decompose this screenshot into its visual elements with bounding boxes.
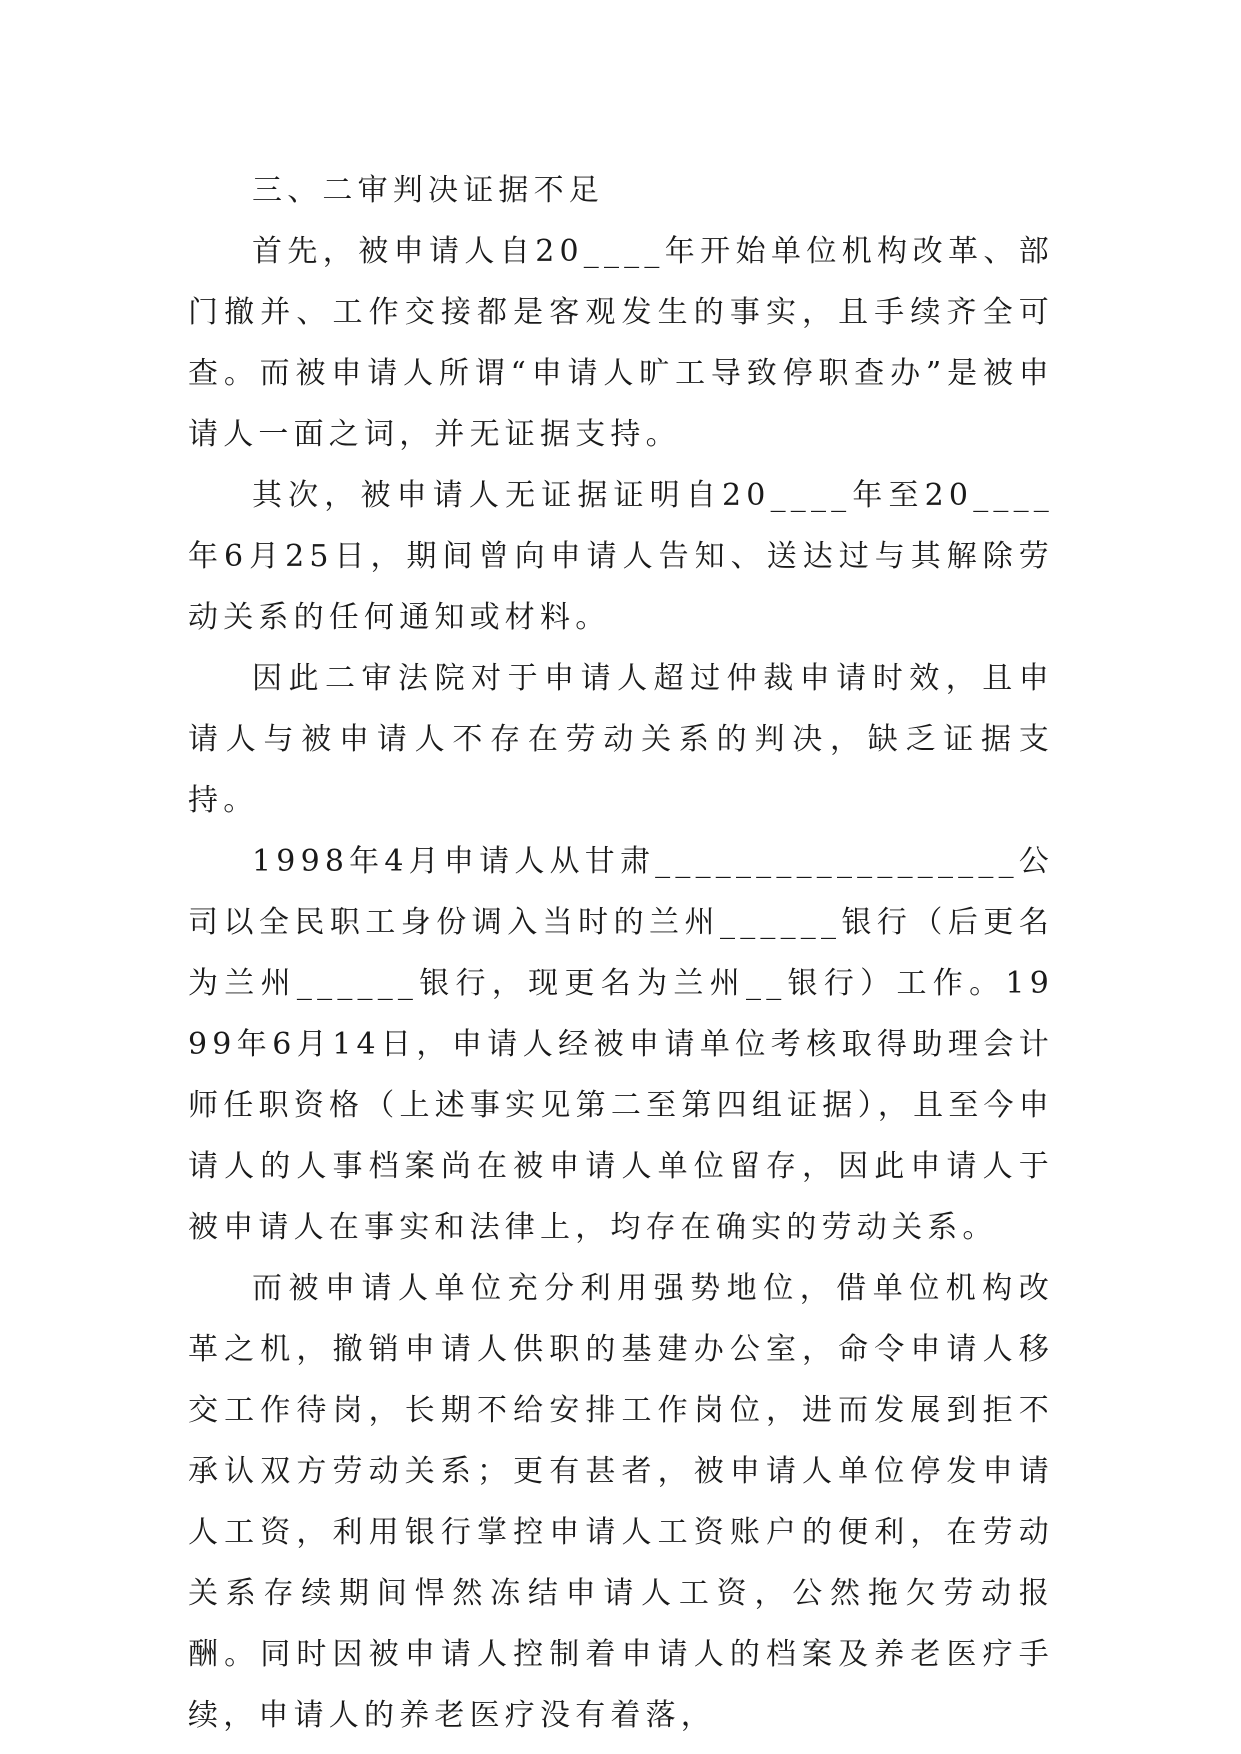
document-body — [188, 160, 1054, 1746]
paragraph-conclusion: 因此二审法院对于申请人超过仲裁申请时效，且申请人与被申请人不存在劳动关系的判决，缺乏证据支持。 — [188, 661, 1054, 818]
paragraph-second: 其次，被申请人无证据证明自20____年至20____年6月25日，期间曾向申请人告知、送达过与其解除劳动关系的任何通知或材料。 — [188, 478, 1054, 635]
paragraph-employment-history: 1998年4月申请人从甘肃__________________公司以全民职工身份调入当时的兰州______银行（后更名为兰州______银行，现更名为兰州__银行）工作。1999年6月14日，申请人经被申请单位考核取得助理会计师任职资格（上述事实见第二至第四组证据），且至今申请人的人事档案尚在被申请人单位留存，因此申请人于被申请人在事实和法律上，均存在确实的劳动关系。 — [188, 844, 1054, 1245]
paragraph-first: 首先，被申请人自20____年开始单位机构改革、部门撤并、工作交接都是客观发生的事实，且手续齐全可查。而被申请人所谓“申请人旷工导致停职查办”是被申请人一面之词，并无证据支持。 — [188, 234, 1054, 452]
section-heading: 三、二审判决证据不足 — [252, 173, 604, 208]
paragraph-employer-conduct: 而被申请人单位充分利用强势地位，借单位机构改革之机，撤销申请人供职的基建办公室，命令申请人移交工作待岗，长期不给安排工作岗位，进而发展到拒不承认双方劳动关系；更有甚者，被申请人单位停发申请人工资，利用银行掌控申请人工资账户的便利，在劳动关系存续期间悍然冻结申请人工资，公然拖欠劳动报酬。同时因被申请人控制着申请人的档案及养老医疗手续，申请人的养老医疗没有着落， — [188, 1271, 1054, 1733]
